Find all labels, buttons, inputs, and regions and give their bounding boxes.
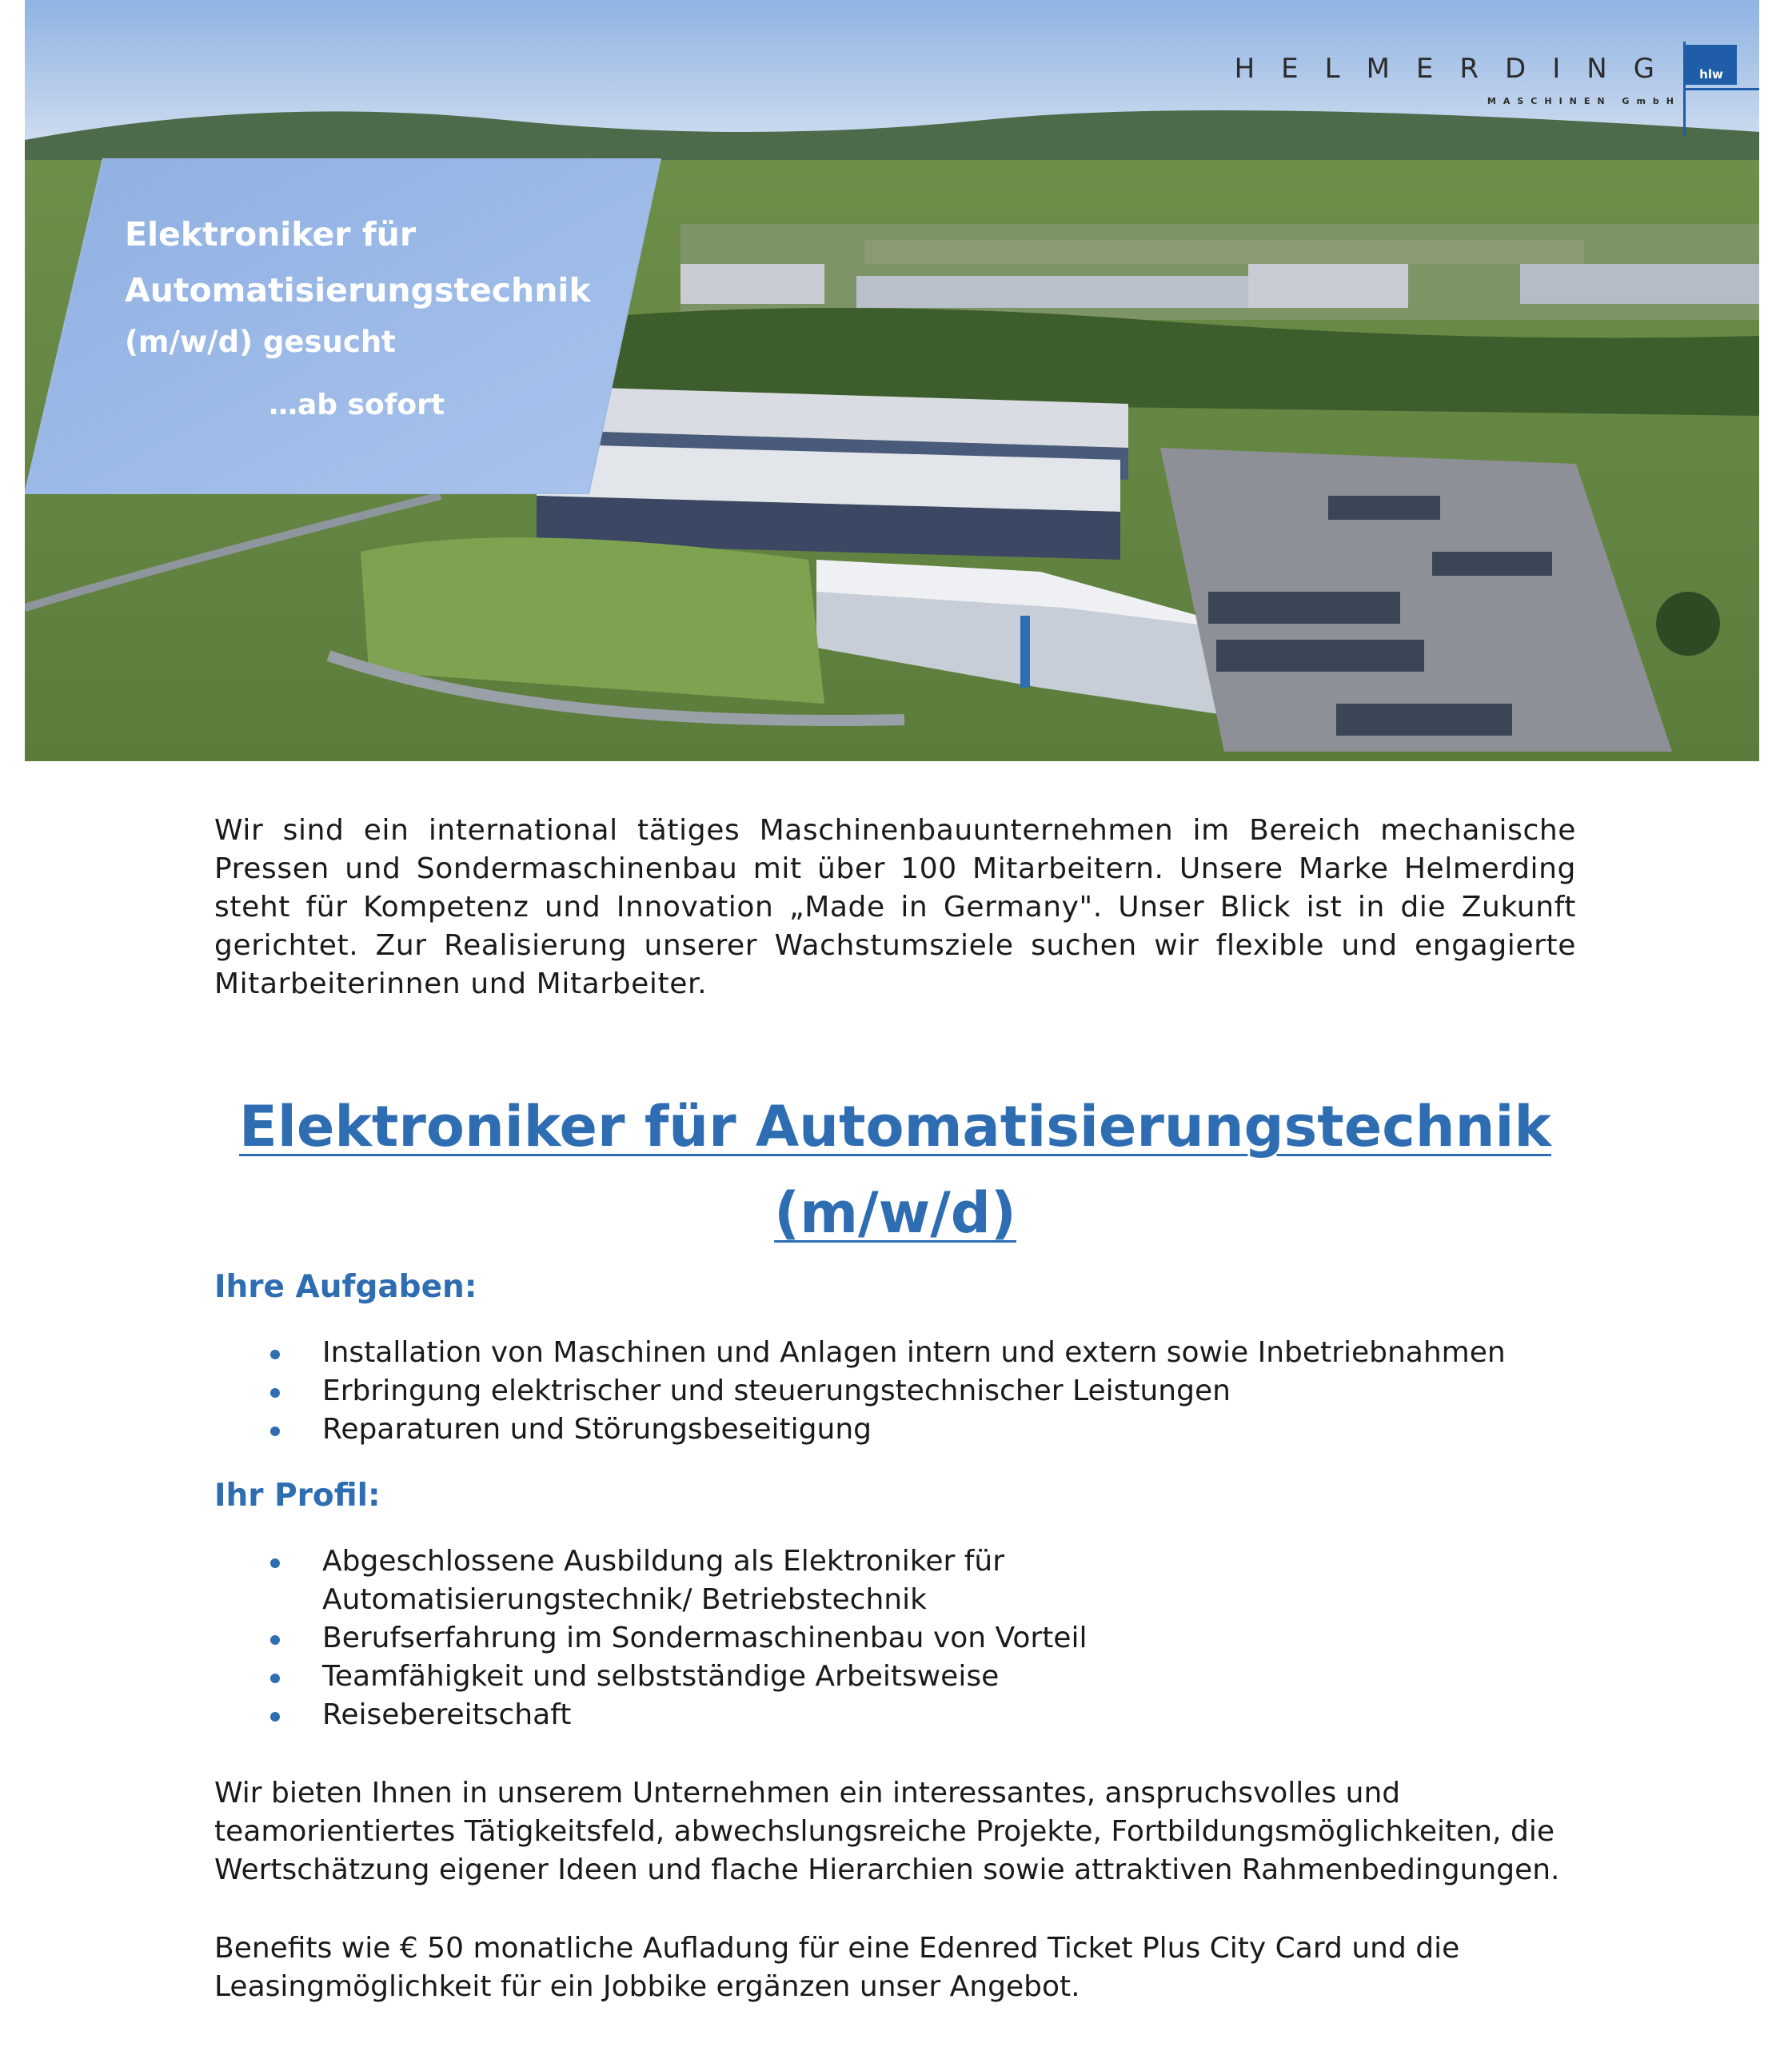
logo-badge: hlw [1686,45,1737,85]
profil-list [214,1542,1576,1734]
list-item: Erbringung elektrischer und steuerungstechnischer Leistungen [214,1372,1576,1411]
banner-start-date: …ab sofort [269,389,445,421]
logo-wordmark: HELMERDING [1234,53,1681,85]
aufgaben-list [214,1334,1576,1449]
logo-subline: MASCHINEN GmbH [1487,96,1681,106]
job-posting-body [214,812,1576,2006]
hero-banner [25,158,688,494]
banner-title-line3: (m/w/d) gesucht [125,325,396,359]
list-item: Reparaturen und Störungsbeseitigung [214,1411,1576,1449]
list-item: Abgeschlossene Ausbildung als Elektroniker für Automatisierungstechnik/ Betriebstechnik [214,1542,1576,1619]
list-item: Berufserfahrung im Sondermaschinenbau von Vorteil [214,1619,1576,1658]
offer-paragraph: Wir bieten Ihnen in unserem Unternehmen ein interessantes, anspruchsvolles und teamorientiertes Tätigkeitsfeld, abwechslungsreiche Projekte, Fortbildungsmöglichkeiten, die Wertschätzung eigener Ideen und flache Hierarchien sowie attraktiven Rahmenbedingungen. [214,1777,1560,1886]
banner-title-line2: Automatisierungstechnik [125,271,591,309]
banner-title-line1: Elektroniker für [125,215,417,253]
profil-heading: Ihr Profil: [214,1478,381,1514]
list-item: Reisebereitschaft [214,1696,1576,1734]
hero-image [25,0,1759,761]
company-intro: Wir sind ein international tätiges Maschinenbauunternehmen im Bereich mechanische Pressen und Sondermaschinenbau mit über 100 Mitarbeitern. Unsere Marke Helmerding steht für Kompetenz und Innovation „Made in Germany". Unser Blick ist in die Zukunft gerichtet. Zur Realisierung unserer Wachstumsziele suchen wir flexible und engagierte Mitarbeiterinnen und Mitarbeiter. [214,814,1576,1000]
benefits-paragraph: Benefits wie € 50 monatliche Aufladung für eine Edenred Ticket Plus City Card und die Leasingmöglichkeit für ein Jobbike ergänzen unser Angebot. [214,1932,1460,2003]
job-title [214,1083,1576,1256]
job-title-line1: Elektroniker für Automatisierungstechnik [239,1094,1551,1159]
company-logo [1234,42,1759,142]
logo-horizontal-line [1684,88,1759,90]
aufgaben-heading: Ihre Aufgaben: [214,1269,477,1305]
list-item: Teamfähigkeit und selbstständige Arbeitsweise [214,1658,1576,1696]
job-title-line2: (m/w/d) [774,1180,1016,1246]
list-item: Installation von Maschinen und Anlagen intern und extern sowie Inbetriebnahmen [214,1334,1576,1372]
